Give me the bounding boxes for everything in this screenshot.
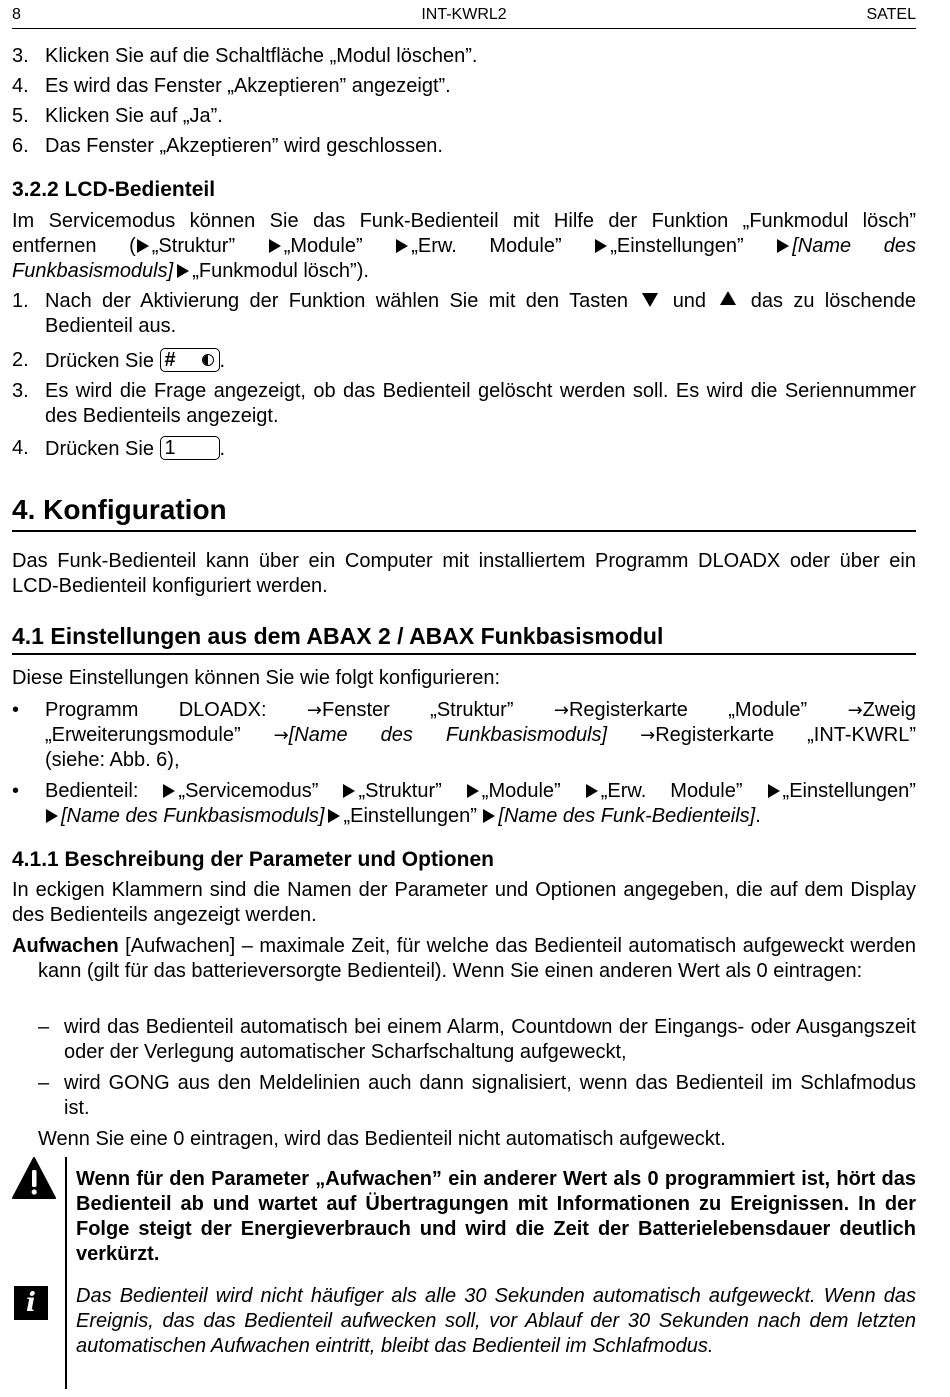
bullet-item: • Bedienteil: „Servicemodus” „Struktur” „Module” „Erw. Module” „Einstellungen” [Name des Funkbasismoduls] „Einstellungen” [Name des Funk-Bedienteils]. — [12, 780, 916, 827]
triangle-right-icon — [137, 239, 149, 253]
parameter-description: Aufwachen [Aufwachen] – maximale Zeit, für welche das Bedienteil automatisch aufgeweckt werden kann (gilt für das batterieversorgte Bedienteil). Wenn Sie einen anderen Wert als 0 eintragen: — [12, 935, 916, 982]
section-heading-4-1: 4.1 Einstellungen aus dem ABAX 2 / ABAX Funkbasismodul — [12, 622, 916, 655]
list-item: 2. Drücken Sie # . — [12, 349, 226, 372]
paragraph: Das Funk-Bedienteil kann über ein Computer mit installiertem Programm DLOADX oder über ein LCD-Bedienteil konfiguriert werden. — [12, 550, 916, 597]
triangle-right-icon — [269, 239, 281, 253]
list-item: 6. Das Fenster „Akzeptieren” wird geschlossen. — [12, 135, 443, 157]
brand-name: SATEL — [866, 6, 916, 23]
arrow-right-icon: → — [306, 700, 322, 721]
triangle-right-icon — [163, 784, 175, 798]
list-item: 1. Nach der Aktivierung der Funktion wählen Sie mit den Tasten und das zu löschende Bedienteil aus. — [12, 290, 916, 337]
list-item: 4. Es wird das Fenster „Akzeptieren” angezeigt”. — [12, 75, 451, 97]
list-item: 3. Klicken Sie auf die Schaltfläche „Modul löschen”. — [12, 45, 478, 67]
paragraph-line: Im Servicemodus können Sie das Funk-Bedienteil mit Hilfe der Funktion „Funkmodul lösch” — [12, 210, 916, 232]
parameter-name: Aufwachen — [12, 935, 119, 957]
page-number: 8 — [12, 6, 21, 23]
info-text: Das Bedienteil wird nicht häufiger als alle 30 Sekunden automatisch aufgeweckt. Wenn das Ereignis, das das Bedienteil aufwecken soll, vor Ablauf der 30 Sekunden nach dem letzten automatischen Aufwachen eintritt, bleibt das Bedienteil im Schlafmodus. — [76, 1285, 916, 1357]
menu-path-line: Funkbasismoduls] „Funkmodul lösch”). — [12, 260, 369, 282]
page-header — [12, 6, 916, 29]
document-code: INT-KWRL2 — [421, 6, 507, 23]
paragraph: Diese Einstellungen können Sie wie folgt konfigurieren: — [12, 667, 501, 689]
list-item: 5. Klicken Sie auf „Ja”. — [12, 105, 223, 127]
bullet-item: • Programm DLOADX: →Fenster „Struktur” →Registerkarte „Module” →Zweig „Erweiterungsmodule” →[Name des Funkbasismoduls] →Registerkarte „INT-KWRL” (siehe: Abb. 6), — [12, 699, 917, 771]
arrow-right-icon: → — [847, 700, 863, 721]
list-item: 3. Es wird die Frage angezeigt, ob das Bedienteil gelöscht werden soll. Es wird die Seriennummer des Bedienteils angezeigt. — [12, 380, 916, 427]
warning-triangle-icon — [12, 1157, 56, 1199]
section-heading-3-2-2: 3.2.2 LCD-Bedienteil — [12, 178, 216, 201]
arrow-right-icon: → — [640, 725, 656, 746]
triangle-right-icon — [768, 784, 780, 798]
triangle-right-icon — [467, 784, 479, 798]
triangle-right-icon — [777, 239, 789, 253]
triangle-right-icon — [328, 809, 340, 823]
dash-item: – wird GONG aus den Meldelinien auch dann signalisiert, wenn das Bedienteil im Schlafmodus ist. — [38, 1072, 916, 1119]
arrow-right-icon: → — [273, 725, 289, 746]
triangle-right-icon — [595, 239, 607, 253]
arrow-down-key-icon — [642, 293, 658, 307]
notes-box — [12, 1155, 916, 1389]
paragraph: Wenn Sie eine 0 eintragen, wird das Bedienteil nicht automatisch aufgeweckt. — [38, 1128, 726, 1150]
triangle-right-icon — [46, 809, 58, 823]
triangle-right-icon — [396, 239, 408, 253]
note-divider-line — [65, 1157, 67, 1389]
paragraph: In eckigen Klammern sind die Namen der Parameter und Optionen angegeben, die auf dem Display des Bedienteils angezeigt werden. — [12, 879, 916, 926]
triangle-right-icon — [586, 784, 598, 798]
triangle-right-icon — [343, 784, 355, 798]
section-heading-4-1-1: 4.1.1 Beschreibung der Parameter und Optionen — [12, 848, 494, 871]
info-icon: i — [14, 1286, 48, 1320]
hash-key-icon: # — [160, 348, 220, 372]
triangle-right-icon — [483, 809, 495, 823]
arrow-right-icon: → — [553, 700, 569, 721]
arrow-up-key-icon — [720, 291, 736, 305]
key-1-icon: 1 — [160, 436, 220, 460]
dash-item: – wird das Bedienteil automatisch bei einem Alarm, Countdown der Eingangs- oder Ausgangszeit oder der Verlegung automatischer Scharfschaltung aufgeweckt, — [38, 1016, 916, 1063]
list-item: 4. Drücken Sie 1 . — [12, 437, 226, 460]
chapter-heading-4: 4. Konfiguration — [12, 494, 916, 532]
menu-path-line: entfernen ( „Struktur” „Module” „Erw. Module” „Einstellungen” [Name des — [12, 235, 916, 257]
warning-text: Wenn für den Parameter „Aufwachen” ein anderer Wert als 0 programmiert ist, hört das Bedienteil ab und wartet auf Übertragungen mit Informationen zu Ereignissen. In der Folge steigt der Energieverbrauch und wird die Zeit der Batterielebensdauer deutlich verkürzt. — [76, 1168, 916, 1265]
triangle-right-icon — [177, 264, 189, 278]
half-circle-icon — [202, 354, 214, 366]
